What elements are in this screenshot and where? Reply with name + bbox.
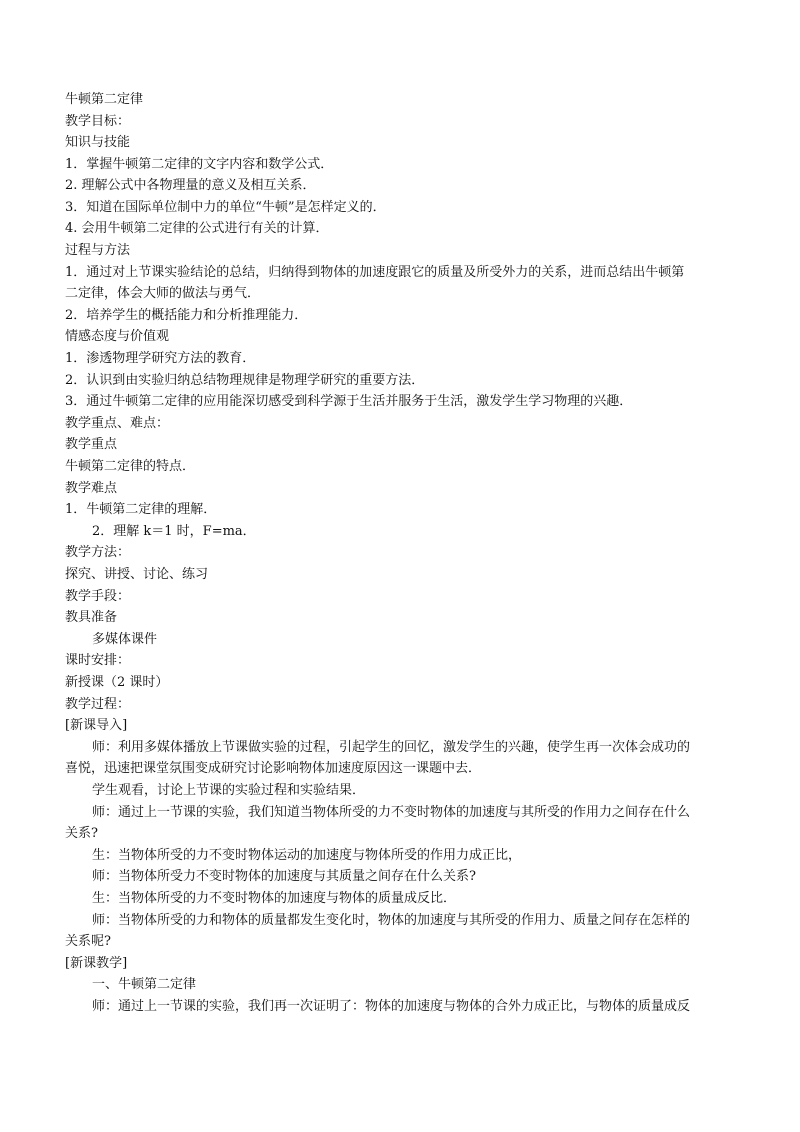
text-line: 新授课（2 课时） [65,675,169,690]
text-line: 3．通过牛顿第二定律的应用能深切感受到科学源于生活并服务于生活，激发学生学习物理的兴趣． [65,394,633,409]
section-heading-means: 教学手段： [65,589,131,604]
text-line: 师：利用多媒体播放上节课做实验的过程，引起学生的回忆，激发学生的兴趣，使学生再一次体会成功的 [92,740,691,755]
text-line: 二定律，体会大师的做法与勇气． [65,286,261,301]
text-line: 牛顿第二定律的特点． [65,459,196,474]
section-heading-key-points: 教学重点、难点： [65,416,170,431]
text-line: 关系呢? [65,934,111,949]
text-line: 关系? [65,826,98,841]
subheading-process-methods: 过程与方法 [65,243,131,258]
text-line: 2. 理解公式中各物理量的意义及相互关系． [65,178,316,193]
bracket-heading-new-lesson: [新课教学] [65,956,128,971]
text-line: 1．牛顿第二定律的理解． [65,502,217,517]
section-heading-process: 教学过程： [65,697,131,712]
text-line: 多媒体课件 [92,632,158,647]
document-title: 牛顿第二定律 [65,92,144,107]
text-line: 师：当物体所受的力和物体的质量都发生变化时，物体的加速度与其所受的作用力、质量之间存在怎样的 [92,913,691,928]
section-heading-methods: 教学方法： [65,545,131,560]
text-line: 探究、讲授、讨论、练习 [65,567,209,582]
text-line: 生：当物体所受的力不变时物体运动的加速度与物体所受的作用力成正比， [92,848,522,863]
text-line: 1．掌握牛顿第二定律的文字内容和数学公式． [65,157,334,172]
text-line: 师：通过上一节课的实验，我们知道当物体所受的力不变时物体的加速度与其所受的作用力之间存在什么 [92,805,691,820]
subheading-knowledge-skills: 知识与技能 [65,135,131,150]
text-line: 3．知道在国际单位制中力的单位“牛顿”是怎样定义的． [65,200,386,215]
subheading-difficulty: 教学难点 [65,481,118,496]
text-line: 4. 会用牛顿第二定律的公式进行有关的计算． [65,221,329,236]
text-line: 2．理解 k＝1 时，F=ma． [92,524,256,539]
section-heading-schedule: 课时安排： [65,653,131,668]
text-line: 学生观看，讨论上节课的实验过程和实验结果． [92,783,366,798]
text-line: 师：当物体所受力不变时物体的加速度与其质量之间存在什么关系? [92,869,476,884]
bracket-heading-intro: [新课导入] [65,718,128,733]
subheading-key-point: 教学重点 [65,437,118,452]
text-line: 师：通过上一节课的实验，我们再一次证明了：物体的加速度与物体的合外力成正比，与物体的质量成反 [92,999,691,1014]
text-line: 生：当物体所受的力不变时物体的加速度与物体的质量成反比． [92,891,457,906]
subheading-teaching-aids: 教具准备 [65,610,118,625]
section-heading-objectives: 教学目标： [65,114,131,129]
subheading-attitudes-values: 情感态度与价值观 [65,329,170,344]
subheading-newtons-second-law: 一、牛顿第二定律 [92,977,197,992]
text-line: 喜悦，迅速把课堂氛围变成研究讨论影响物体加速度原因这一课题中去． [65,761,482,776]
text-line: 1．渗透物理学研究方法的教育． [65,351,256,366]
text-line: 2．培养学生的概括能力和分析推理能力． [65,308,308,323]
text-line: 1．通过对上节课实验结论的总结，归纳得到物体的加速度跟它的质量及所受外力的关系，进而总结出牛顿第 [65,265,685,280]
text-line: 2．认识到由实验归纳总结物理规律是物理学研究的重要方法． [65,373,425,388]
